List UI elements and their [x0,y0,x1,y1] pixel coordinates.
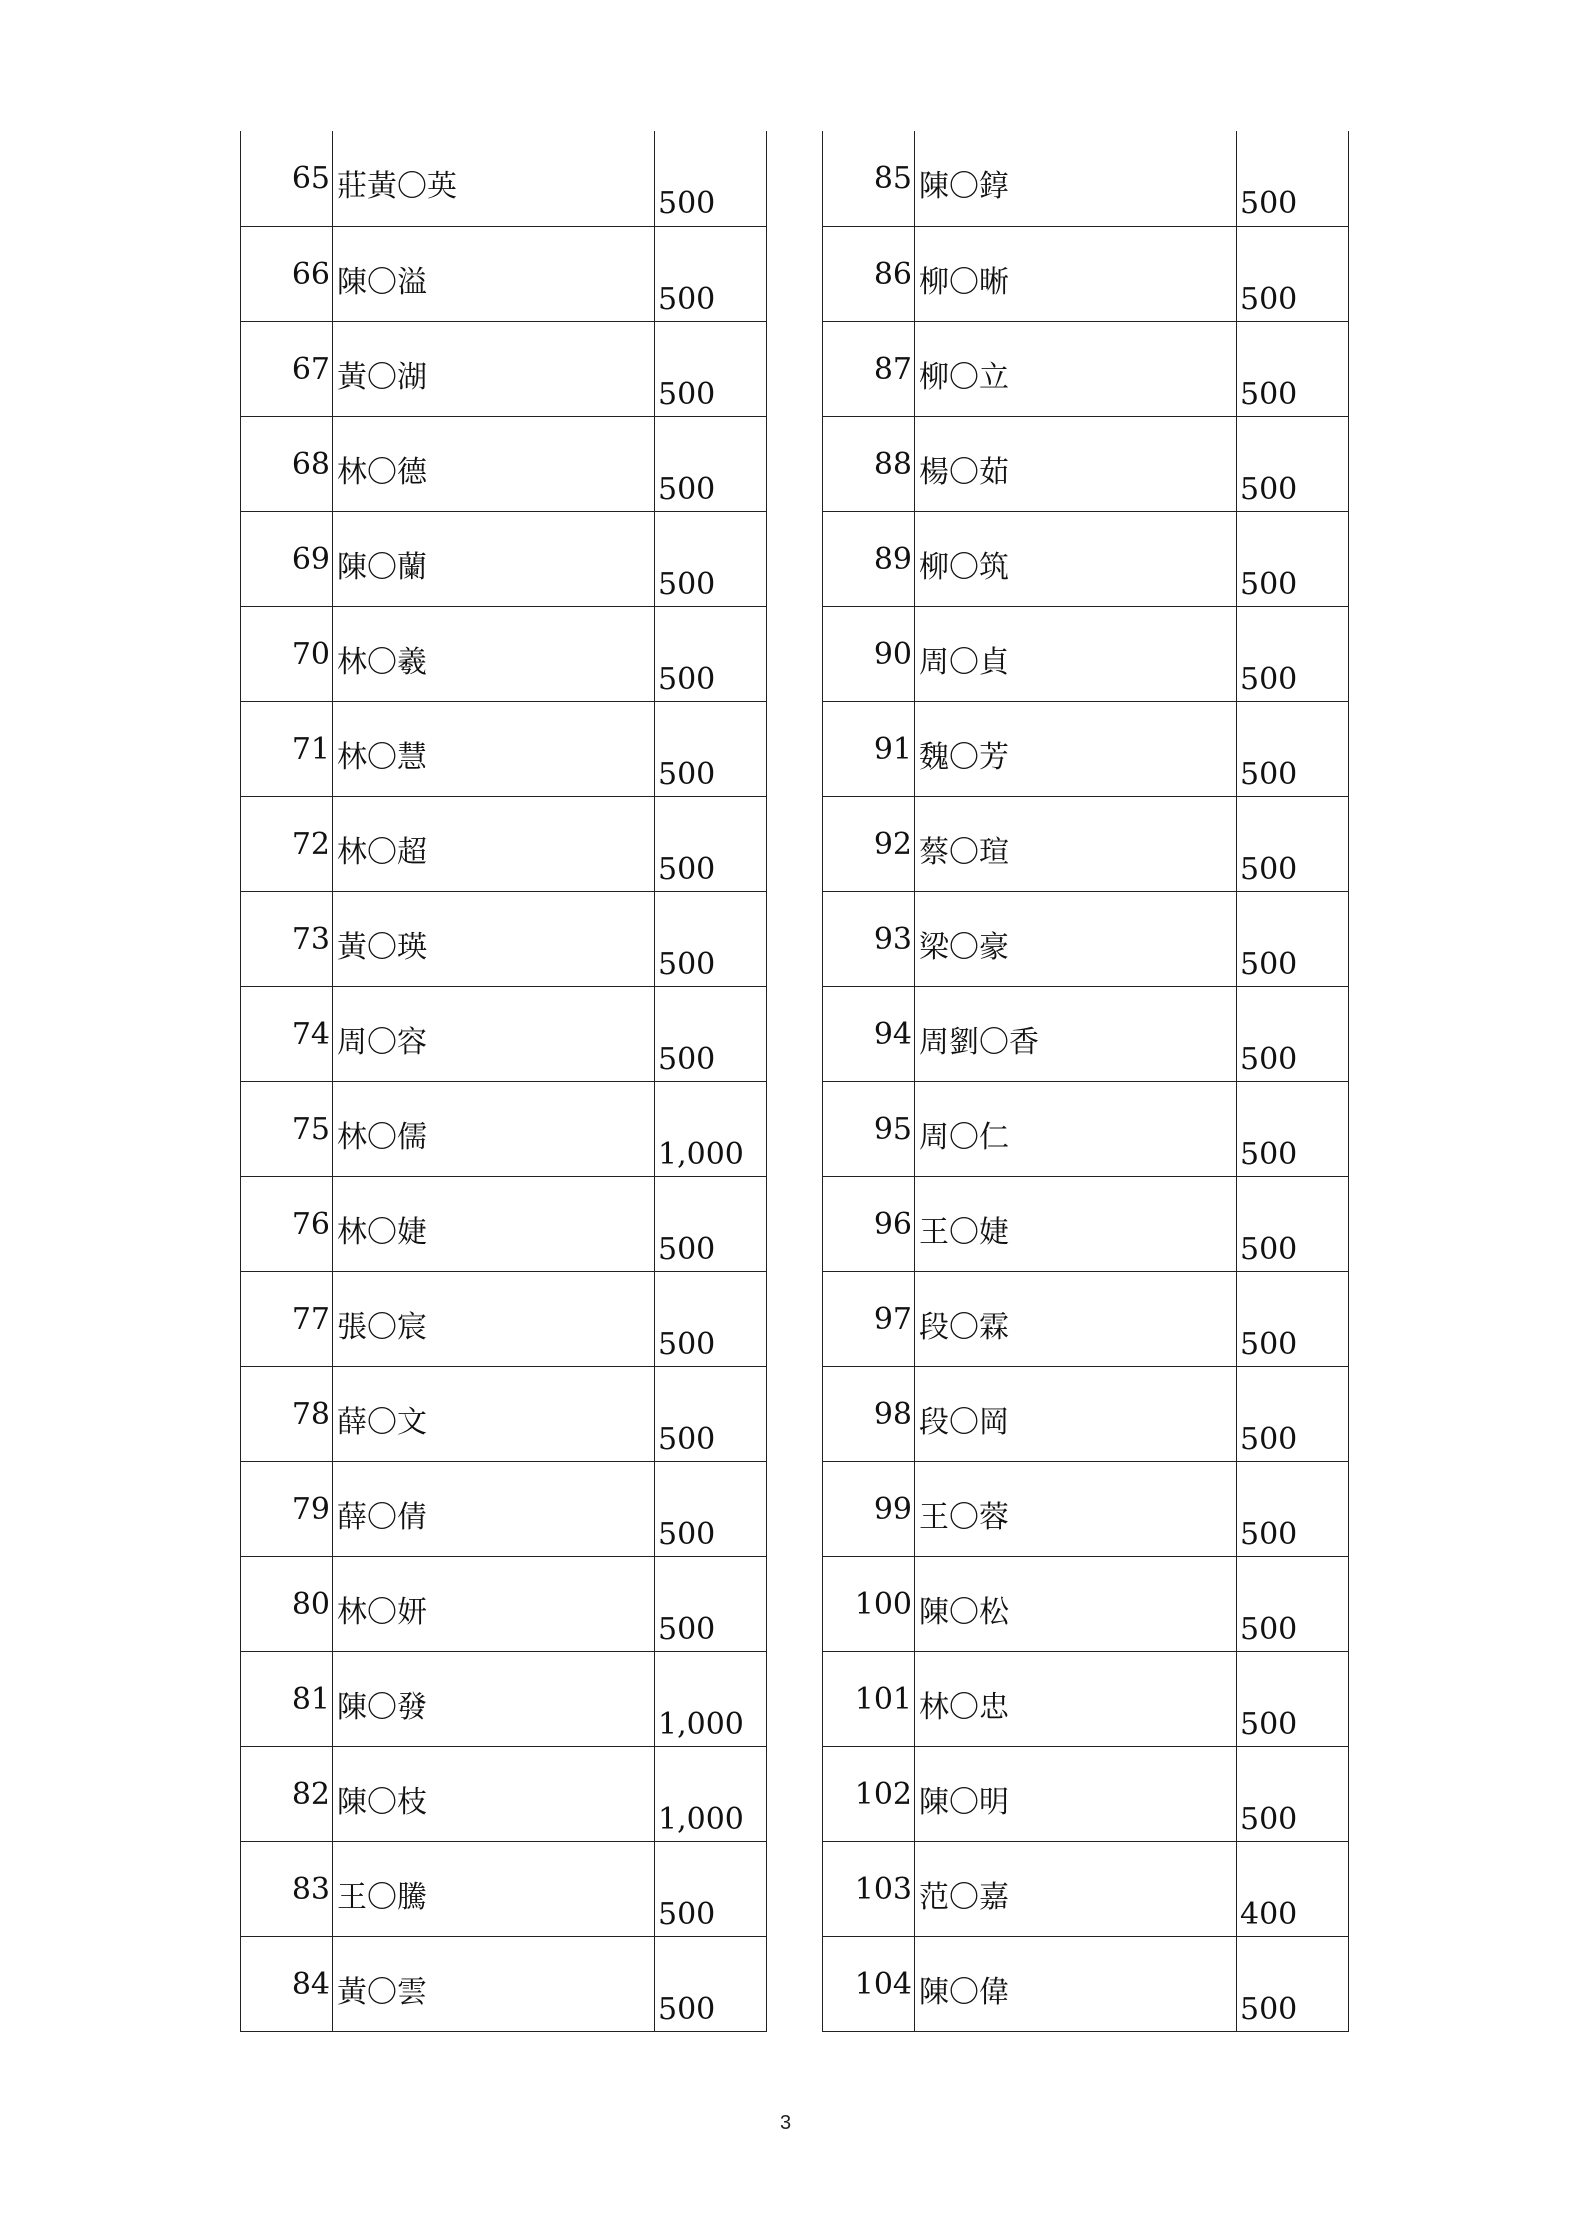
table-row [241,796,767,891]
donation-amount: 500 [655,416,767,511]
donor-name: 柳〇晰 [915,226,1237,321]
table-row [241,1176,767,1271]
row-number: 88 [823,416,915,511]
donation-amount: 500 [1237,891,1349,986]
donor-name: 周〇貞 [915,606,1237,701]
table-row [241,1936,767,2031]
donation-amount: 500 [1237,1746,1349,1841]
table-row [823,1366,1349,1461]
table-row [823,606,1349,701]
table-row [823,1556,1349,1651]
row-number: 98 [823,1366,915,1461]
donor-name: 陳〇偉 [915,1936,1237,2031]
row-number: 72 [241,796,333,891]
donation-amount: 500 [655,321,767,416]
row-number: 89 [823,511,915,606]
row-number: 81 [241,1651,333,1746]
donation-amount: 500 [1237,986,1349,1081]
donation-amount: 1,000 [655,1746,767,1841]
donor-name: 陳〇發 [333,1651,655,1746]
table-row [241,891,767,986]
row-number: 104 [823,1936,915,2031]
table-row [823,1651,1349,1746]
table-row [241,1746,767,1841]
table-row [823,891,1349,986]
donor-name: 周〇仁 [915,1081,1237,1176]
donor-name: 莊黃〇英 [333,131,655,226]
row-number: 102 [823,1746,915,1841]
table-row [823,321,1349,416]
donor-name: 柳〇立 [915,321,1237,416]
donor-name: 林〇超 [333,796,655,891]
donor-name: 蔡〇瑄 [915,796,1237,891]
row-number: 101 [823,1651,915,1746]
donation-amount: 500 [1237,606,1349,701]
donor-name: 陳〇枝 [333,1746,655,1841]
donor-name: 范〇嘉 [915,1841,1237,1936]
donation-amount: 500 [1237,226,1349,321]
row-number: 96 [823,1176,915,1271]
donor-name: 魏〇芳 [915,701,1237,796]
donor-name: 林〇羲 [333,606,655,701]
row-number: 87 [823,321,915,416]
table-row [241,1271,767,1366]
donation-amount: 500 [655,1366,767,1461]
row-number: 85 [823,131,915,226]
donation-amount: 500 [655,1176,767,1271]
row-number: 103 [823,1841,915,1936]
table-row [823,986,1349,1081]
donor-name: 張〇宸 [333,1271,655,1366]
table-row [823,796,1349,891]
row-number: 65 [241,131,333,226]
donation-amount: 500 [1237,1176,1349,1271]
donation-amount: 500 [655,796,767,891]
donor-name: 王〇婕 [915,1176,1237,1271]
donation-amount: 500 [1237,701,1349,796]
table-row [241,1556,767,1651]
table-row [823,1176,1349,1271]
donor-name: 周〇容 [333,986,655,1081]
donor-name: 林〇德 [333,416,655,511]
table-row [241,1366,767,1461]
donor-name: 周劉〇香 [915,986,1237,1081]
table-row [241,321,767,416]
table-row [241,986,767,1081]
donation-amount: 500 [655,891,767,986]
row-number: 92 [823,796,915,891]
donation-amount: 500 [1237,1936,1349,2031]
donation-amount: 1,000 [655,1081,767,1176]
donation-amount: 500 [655,1556,767,1651]
donation-amount: 500 [1237,511,1349,606]
table-row [241,1651,767,1746]
table-row [241,701,767,796]
row-number: 95 [823,1081,915,1176]
page-number: 3 [779,2112,792,2134]
table-row [823,1271,1349,1366]
donor-name: 王〇蓉 [915,1461,1237,1556]
donation-amount: 500 [655,131,767,226]
table-row [823,131,1349,226]
donation-amount: 500 [1237,1461,1349,1556]
donor-name: 林〇慧 [333,701,655,796]
donor-name: 林〇妍 [333,1556,655,1651]
row-number: 67 [241,321,333,416]
table-row [241,511,767,606]
table-row [823,416,1349,511]
donation-amount: 500 [1237,1366,1349,1461]
donor-name: 段〇岡 [915,1366,1237,1461]
row-number: 83 [241,1841,333,1936]
donation-amount: 500 [655,606,767,701]
donation-amount: 500 [655,986,767,1081]
donor-name: 楊〇茹 [915,416,1237,511]
donor-name: 陳〇溢 [333,226,655,321]
row-number: 84 [241,1936,333,2031]
row-number: 69 [241,511,333,606]
donation-amount: 500 [1237,416,1349,511]
table-row [823,1936,1349,2031]
donation-amount: 500 [655,1841,767,1936]
donor-name: 梁〇豪 [915,891,1237,986]
table-row [823,701,1349,796]
donation-amount: 500 [1237,1556,1349,1651]
table-row [241,606,767,701]
donor-name: 林〇忠 [915,1651,1237,1746]
donation-amount: 500 [655,226,767,321]
donor-name: 黃〇湖 [333,321,655,416]
row-number: 78 [241,1366,333,1461]
donor-name: 薛〇文 [333,1366,655,1461]
row-number: 73 [241,891,333,986]
donation-amount: 500 [1237,1271,1349,1366]
donation-amount: 500 [655,511,767,606]
donation-amount: 500 [655,1461,767,1556]
donor-name: 薛〇倩 [333,1461,655,1556]
donor-name: 黃〇瑛 [333,891,655,986]
row-number: 90 [823,606,915,701]
table-row [241,1461,767,1556]
donation-amount: 500 [1237,796,1349,891]
row-number: 86 [823,226,915,321]
row-number: 80 [241,1556,333,1651]
donation-amount: 500 [1237,131,1349,226]
donor-table-left [240,131,767,2032]
row-number: 74 [241,986,333,1081]
table-row [823,1081,1349,1176]
row-number: 68 [241,416,333,511]
row-number: 70 [241,606,333,701]
donation-amount: 500 [1237,1651,1349,1746]
donor-name: 林〇婕 [333,1176,655,1271]
donation-amount: 500 [655,701,767,796]
donor-name: 柳〇筑 [915,511,1237,606]
table-row [241,131,767,226]
row-number: 100 [823,1556,915,1651]
donation-amount: 500 [655,1936,767,2031]
row-number: 91 [823,701,915,796]
donation-amount: 400 [1237,1841,1349,1936]
table-row [823,1746,1349,1841]
row-number: 94 [823,986,915,1081]
row-number: 93 [823,891,915,986]
donation-amount: 500 [1237,321,1349,416]
donor-name: 黃〇雲 [333,1936,655,2031]
donor-name: 陳〇錞 [915,131,1237,226]
donation-amount: 500 [1237,1081,1349,1176]
row-number: 75 [241,1081,333,1176]
table-row [823,226,1349,321]
row-number: 99 [823,1461,915,1556]
donation-amount: 1,000 [655,1651,767,1746]
row-number: 82 [241,1746,333,1841]
donor-name: 王〇騰 [333,1841,655,1936]
table-row [823,1841,1349,1936]
donation-amount: 500 [655,1271,767,1366]
row-number: 97 [823,1271,915,1366]
donor-name: 段〇霖 [915,1271,1237,1366]
row-number: 71 [241,701,333,796]
table-row [241,226,767,321]
row-number: 76 [241,1176,333,1271]
table-row [241,416,767,511]
row-number: 77 [241,1271,333,1366]
table-row [823,511,1349,606]
row-number: 79 [241,1461,333,1556]
donor-name: 陳〇松 [915,1556,1237,1651]
donor-name: 陳〇蘭 [333,511,655,606]
table-row [241,1081,767,1176]
table-row [823,1461,1349,1556]
donor-name: 林〇儒 [333,1081,655,1176]
row-number: 66 [241,226,333,321]
table-row [241,1841,767,1936]
donor-name: 陳〇明 [915,1746,1237,1841]
donor-table-right [822,131,1349,2032]
